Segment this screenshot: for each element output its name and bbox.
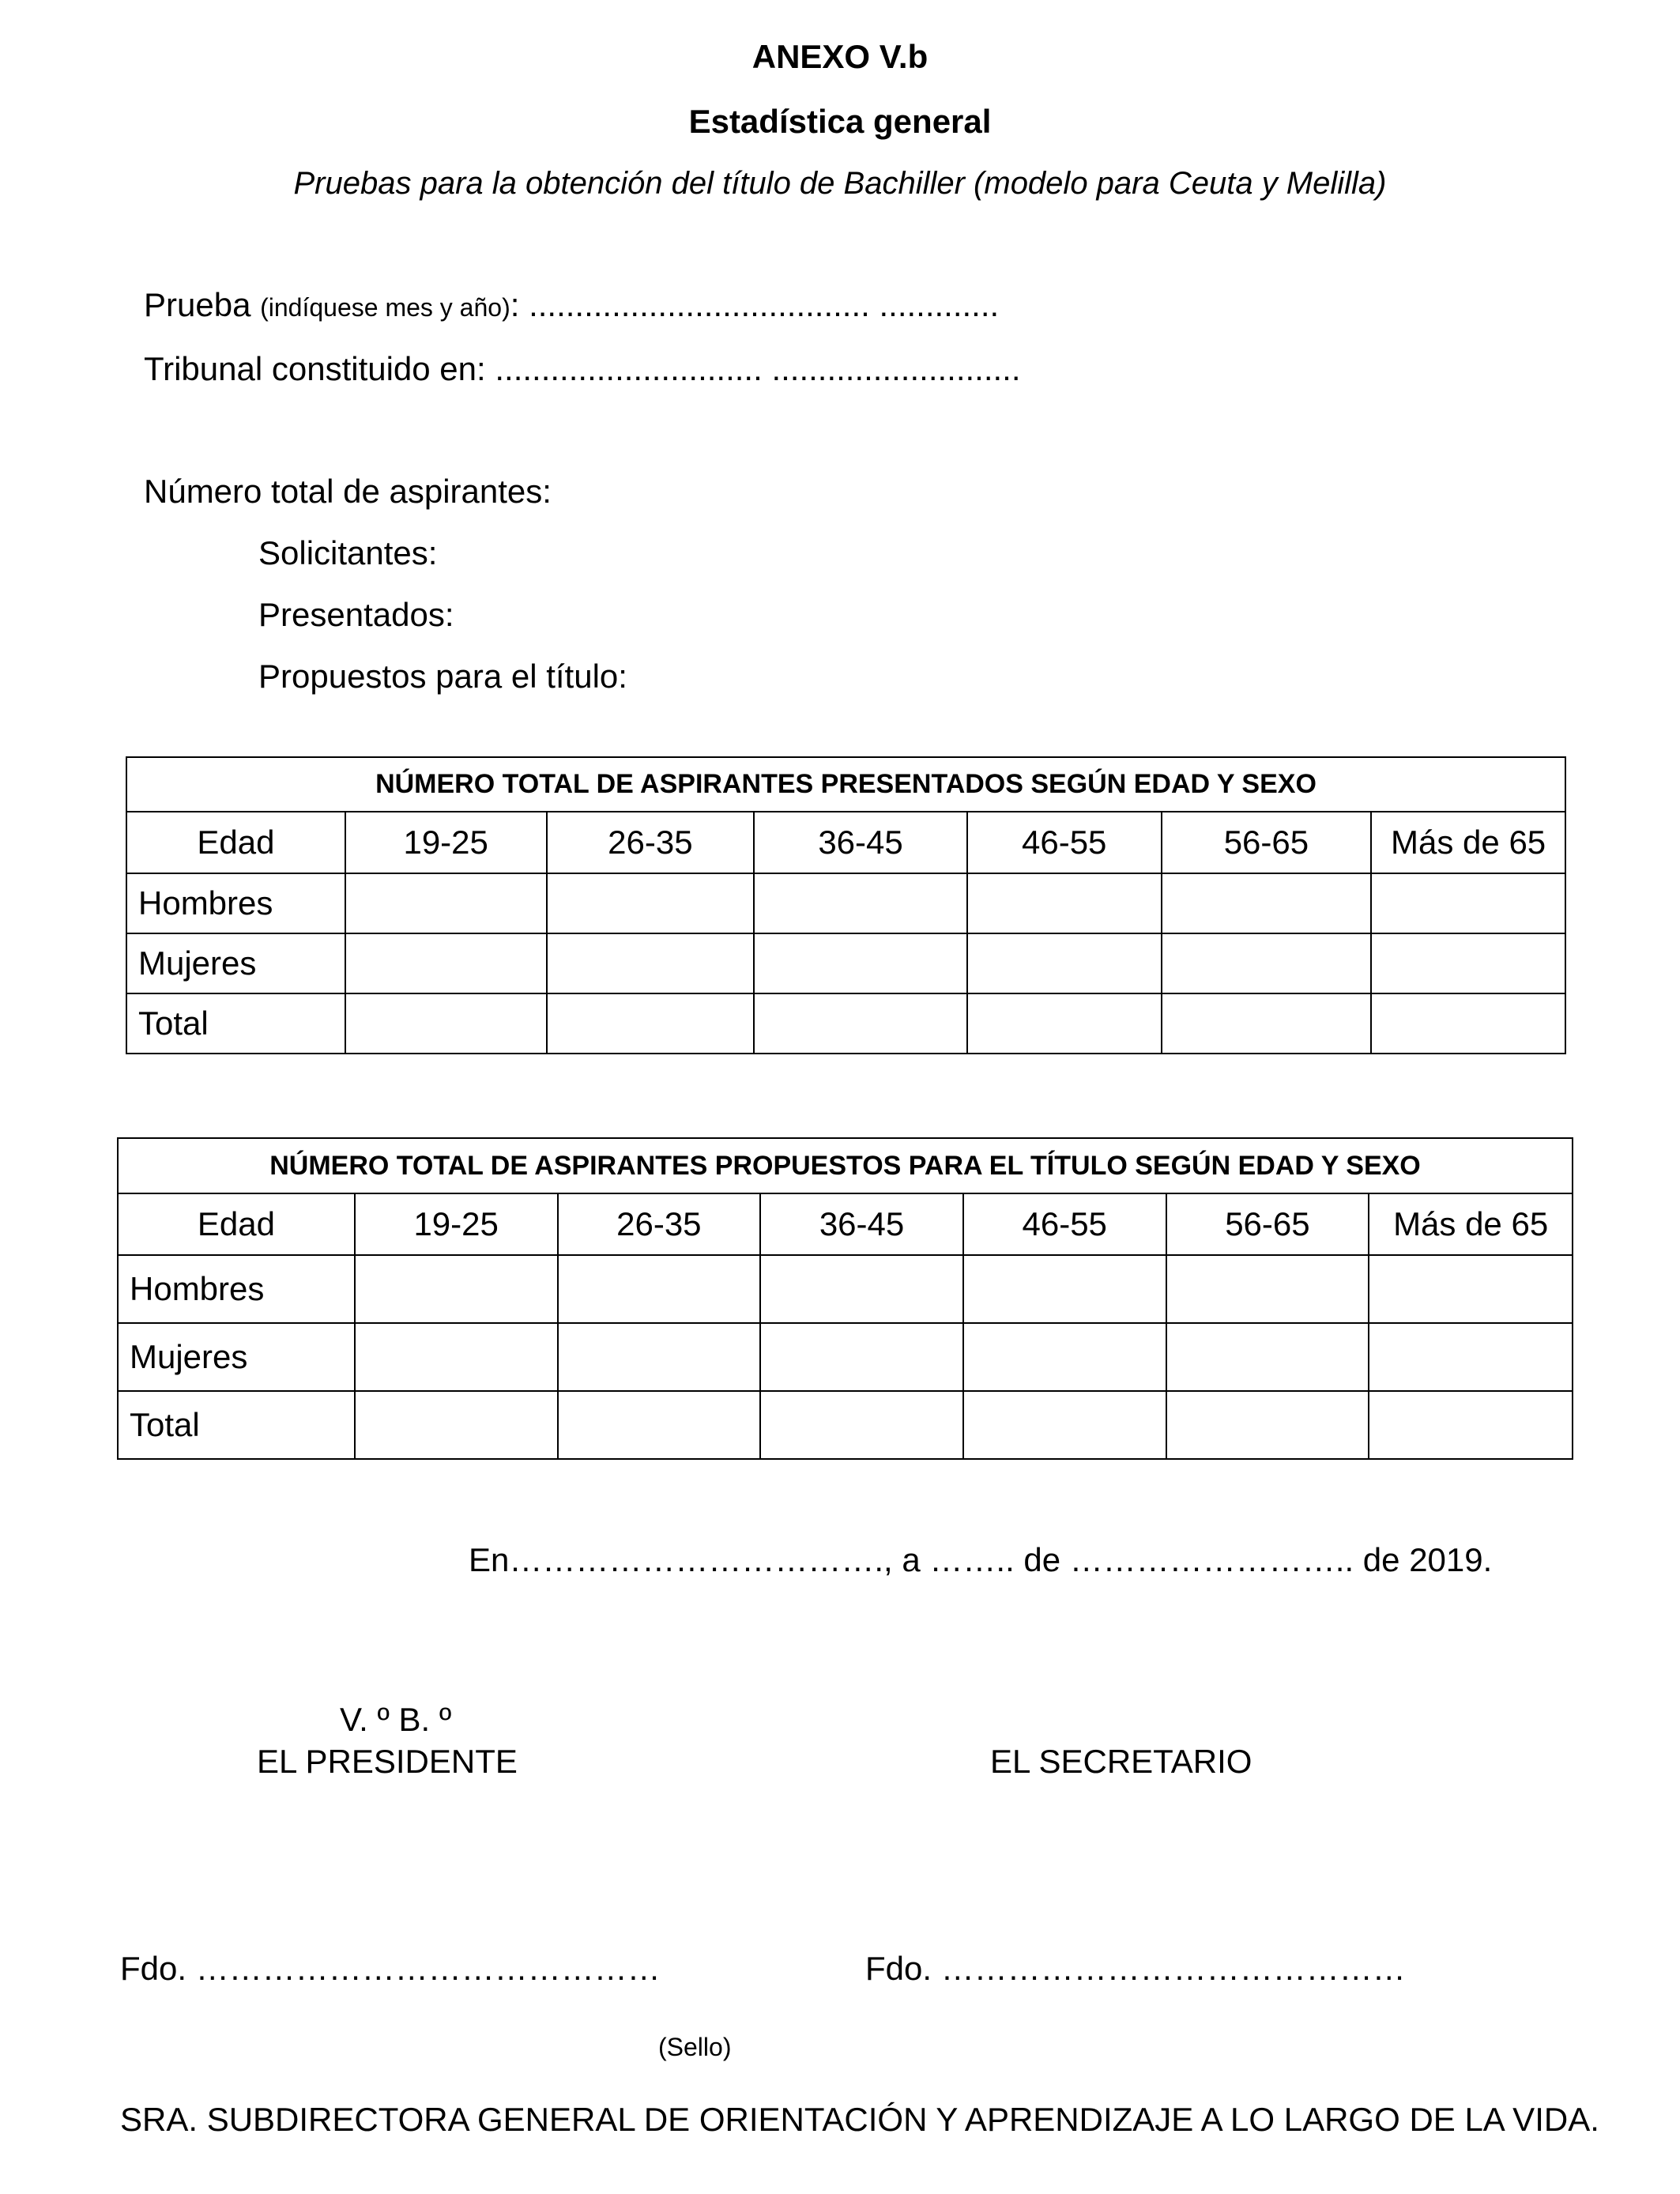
column-header: 26-35 xyxy=(547,812,755,873)
row-label: Total xyxy=(126,993,345,1054)
addressee-footer: SRA. SUBDIRECTORA GENERAL DE ORIENTACIÓN Y APRENDIZAJE A LO LARGO DE LA VIDA. xyxy=(120,2101,1599,2138)
table-propuestos xyxy=(117,1137,1573,1460)
table-row xyxy=(118,1391,1573,1459)
tribunal-dots: ............................. ........................... xyxy=(495,350,1021,387)
totals-propuestos: Propuestos para el título: xyxy=(258,658,627,695)
column-header: 46-55 xyxy=(967,812,1162,873)
data-cell[interactable] xyxy=(1371,933,1565,993)
data-cell[interactable] xyxy=(1166,1323,1369,1391)
column-header: 36-45 xyxy=(760,1193,963,1255)
data-cell[interactable] xyxy=(1371,993,1565,1054)
signature-line-secretary: Fdo. …………………………………… xyxy=(865,1950,1406,1987)
date-line: En……………………………., a …….. de …………………….. de 2019. xyxy=(469,1541,1493,1578)
data-cell[interactable] xyxy=(355,1391,558,1459)
tribunal-label: Tribunal constituido en: xyxy=(144,350,486,387)
row-label: Mujeres xyxy=(118,1323,355,1391)
prueba-dots: ..................................... ............. xyxy=(529,286,1000,323)
column-header: 19-25 xyxy=(355,1193,558,1255)
prueba-line xyxy=(144,286,999,324)
column-header: 56-65 xyxy=(1166,1193,1369,1255)
vobo-label: V. º B. º xyxy=(340,1701,452,1738)
table-presentados-title: NÚMERO TOTAL DE ASPIRANTES PRESENTADOS SEGÚN EDAD Y SEXO xyxy=(126,757,1565,812)
document-subtitle: Pruebas para la obtención del título de Bachiller (modelo para Ceuta y Melilla) xyxy=(293,166,1387,201)
column-header: 19-25 xyxy=(345,812,547,873)
data-cell[interactable] xyxy=(1166,1391,1369,1459)
data-cell[interactable] xyxy=(547,993,755,1054)
data-cell[interactable] xyxy=(1369,1255,1573,1323)
data-cell[interactable] xyxy=(345,873,547,933)
column-header: 36-45 xyxy=(754,812,967,873)
data-cell[interactable] xyxy=(345,933,547,993)
data-cell[interactable] xyxy=(1369,1323,1573,1391)
data-cell[interactable] xyxy=(963,1391,1166,1459)
seal-label: (Sello) xyxy=(658,2033,732,2061)
data-cell[interactable] xyxy=(345,993,547,1054)
data-cell[interactable] xyxy=(754,873,967,933)
column-header: Edad xyxy=(126,812,345,873)
data-cell[interactable] xyxy=(967,993,1162,1054)
data-cell[interactable] xyxy=(1166,1255,1369,1323)
data-cell[interactable] xyxy=(1369,1391,1573,1459)
column-header: Más de 65 xyxy=(1369,1193,1573,1255)
table-row xyxy=(126,933,1565,993)
table-row xyxy=(126,993,1565,1054)
data-cell[interactable] xyxy=(754,933,967,993)
president-label: EL PRESIDENTE xyxy=(257,1743,518,1780)
data-cell[interactable] xyxy=(547,873,755,933)
data-cell[interactable] xyxy=(1162,993,1372,1054)
row-label: Mujeres xyxy=(126,933,345,993)
secretary-label: EL SECRETARIO xyxy=(990,1743,1252,1780)
data-cell[interactable] xyxy=(558,1391,761,1459)
column-header: 56-65 xyxy=(1162,812,1372,873)
table-row xyxy=(118,1323,1573,1391)
data-cell[interactable] xyxy=(967,873,1162,933)
data-cell[interactable] xyxy=(963,1323,1166,1391)
prueba-hint: (indíquese mes y año) xyxy=(260,293,510,322)
table-propuestos-title: NÚMERO TOTAL DE ASPIRANTES PROPUESTOS PARA EL TÍTULO SEGÚN EDAD Y SEXO xyxy=(118,1138,1573,1193)
row-label: Hombres xyxy=(118,1255,355,1323)
data-cell[interactable] xyxy=(760,1391,963,1459)
document-title: Estadística general xyxy=(688,103,992,140)
prueba-label: Prueba xyxy=(144,286,251,323)
totals-presentados: Presentados: xyxy=(258,596,454,633)
column-header: Edad xyxy=(118,1193,355,1255)
column-header: 46-55 xyxy=(963,1193,1166,1255)
data-cell[interactable] xyxy=(1162,933,1372,993)
data-cell[interactable] xyxy=(963,1255,1166,1323)
data-cell[interactable] xyxy=(1162,873,1372,933)
data-cell[interactable] xyxy=(547,933,755,993)
data-cell[interactable] xyxy=(754,993,967,1054)
data-cell[interactable] xyxy=(558,1255,761,1323)
table-row xyxy=(126,873,1565,933)
annex-title: ANEXO V.b xyxy=(751,38,929,75)
data-cell[interactable] xyxy=(355,1255,558,1323)
totals-heading: Número total de aspirantes: xyxy=(144,473,552,510)
data-cell[interactable] xyxy=(355,1323,558,1391)
column-header: 26-35 xyxy=(558,1193,761,1255)
row-label: Hombres xyxy=(126,873,345,933)
table-row xyxy=(118,1255,1573,1323)
data-cell[interactable] xyxy=(760,1255,963,1323)
signature-line-president: Fdo. …………………………………… xyxy=(120,1950,661,1987)
tribunal-line xyxy=(144,350,1021,388)
prueba-colon: : xyxy=(510,286,520,323)
data-cell[interactable] xyxy=(558,1323,761,1391)
column-header: Más de 65 xyxy=(1371,812,1565,873)
data-cell[interactable] xyxy=(1371,873,1565,933)
data-cell[interactable] xyxy=(967,933,1162,993)
data-cell[interactable] xyxy=(760,1323,963,1391)
totals-solicitantes: Solicitantes: xyxy=(258,534,438,571)
row-label: Total xyxy=(118,1391,355,1459)
table-presentados xyxy=(126,756,1566,1054)
